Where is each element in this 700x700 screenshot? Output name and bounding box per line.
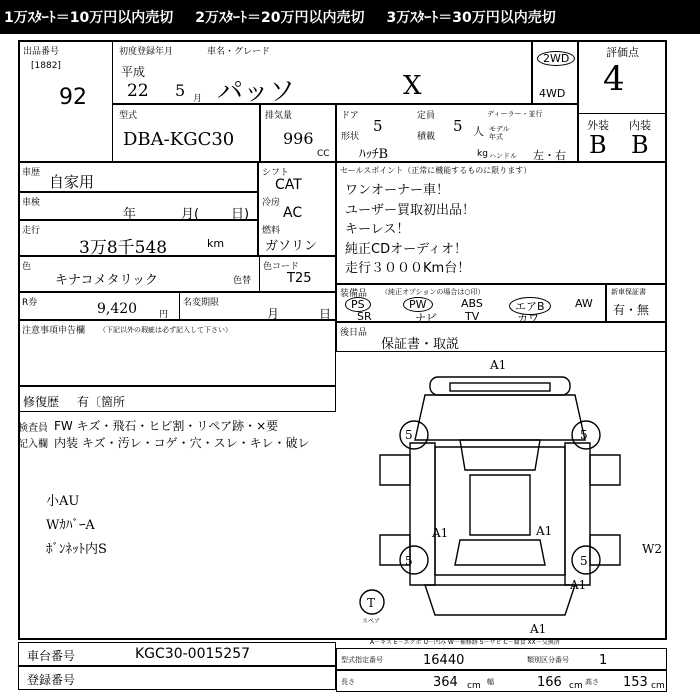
color-code-label: 色コード	[263, 262, 300, 272]
evaluation-score: 4	[603, 59, 625, 99]
recycle-value: 9,420	[97, 301, 138, 317]
handle-value: 左・右	[533, 149, 566, 162]
exterior-grade: B	[589, 131, 607, 159]
class-label: 類別区分番号	[527, 656, 569, 664]
sales-points-cell	[336, 162, 667, 284]
reg-month-unit: 月	[193, 94, 203, 104]
inspection-year: 年	[123, 207, 137, 222]
inspector-label-1: 検査員	[18, 423, 48, 434]
repair-label: 修復歴	[23, 395, 60, 409]
exterior-label: 外装	[587, 119, 609, 132]
type-approval-value: 16440	[423, 653, 465, 668]
color-cell	[18, 256, 336, 292]
color-code: T25	[287, 271, 312, 286]
equip-navi: ナビ	[415, 312, 437, 325]
mileage-cell	[18, 220, 258, 256]
equip-tv: TV	[465, 310, 480, 323]
inspector-row-1: FW キズ・飛石・ヒビ割・リペア跡・×要	[54, 419, 279, 433]
model-label: 型式	[119, 111, 138, 121]
width-unit: cm	[569, 681, 583, 691]
lot-cell	[18, 40, 113, 162]
inspection-month: 月(	[181, 207, 200, 222]
rear-notes-label: 後日品	[340, 328, 368, 338]
recycle-cell	[18, 292, 336, 320]
equip-pw: PW	[403, 297, 433, 312]
equip-abs: ABS	[461, 297, 483, 310]
color-value: キナコメタリック	[55, 273, 158, 288]
era: 平成	[121, 65, 146, 79]
model-year-label: モデル 年式	[489, 125, 510, 141]
equip-ps: PS	[345, 297, 371, 312]
repair-cell	[18, 386, 336, 412]
displacement-label: 排気量	[265, 111, 293, 121]
evaluation-label: 評価点	[606, 46, 639, 59]
doors-label: ドア	[341, 111, 359, 121]
chassis-cell	[18, 642, 336, 666]
inspection-day: 日)	[231, 207, 250, 222]
model-value: DBA-KGC30	[123, 129, 235, 150]
notes-label: 注意事項申告欄	[22, 326, 86, 336]
class-value: 1	[599, 653, 608, 668]
car-name-label: 車名・グレード	[207, 47, 271, 57]
warranty-value: 有・無	[613, 303, 650, 317]
history-value: 自家用	[49, 173, 95, 191]
shape-label: 形状	[341, 132, 360, 142]
notes-sub: （下記以外の瑕疵は必ず記入して下さい）	[99, 326, 232, 334]
notes-cell	[18, 320, 336, 386]
equipment-note: （純正オプションの場合は○印）	[381, 288, 485, 296]
mileage-label: 走行	[22, 226, 41, 236]
handwritten-notes	[46, 490, 107, 562]
banner-item-1: 1万ｽﾀｰﾄ＝10万円以内売切	[4, 10, 174, 26]
type-approval-cell	[336, 648, 667, 670]
height-value: 153	[623, 675, 648, 690]
spec-cell	[336, 104, 578, 162]
mark-5-rl: 5	[405, 554, 413, 568]
evaluation-cell	[578, 40, 667, 162]
handwritten-note: WｶﾊﾞｰA	[46, 518, 95, 533]
color-change-label: 色替	[233, 276, 252, 286]
mark-5-fr: 5	[580, 428, 588, 442]
shape-value: ﾊｯﾁB	[359, 147, 389, 162]
handle-label: ハンドル	[489, 152, 517, 160]
capacity-value: 5	[453, 117, 463, 135]
mileage-value: 3万8千548	[79, 238, 168, 258]
model-cell	[112, 104, 260, 162]
history-label: 車歴	[22, 168, 41, 178]
sales-point: ワンオーナー車！	[345, 183, 450, 198]
recycle-label: R券	[22, 298, 38, 308]
cooler-value: AC	[283, 205, 303, 221]
chassis-label: 車台番号	[27, 649, 76, 663]
lot-code: [1882]	[31, 61, 61, 71]
displacement-value: 996	[283, 129, 314, 148]
length-value: 364	[433, 675, 458, 690]
car-grade: X	[403, 71, 422, 101]
shift-value: CAT	[275, 177, 302, 193]
lot-label: 出品番号	[23, 47, 60, 57]
doors-value: 5	[373, 117, 383, 135]
mark-a1-bottom: A1	[530, 622, 547, 635]
displacement-cell	[260, 104, 336, 162]
capacity-unit: 人	[473, 125, 484, 138]
mark-t: T	[367, 596, 376, 610]
shift-label: シフト	[262, 168, 290, 178]
drive-2wd: 2WD	[537, 51, 575, 66]
height-label: 高さ	[585, 678, 599, 686]
dimensions-cell	[336, 670, 667, 692]
history-cell	[18, 162, 258, 192]
cooler-label: 冷房	[262, 198, 281, 208]
lot-number: 92	[59, 85, 87, 110]
equipment-cell	[336, 284, 606, 325]
interior-label: 内装	[629, 119, 651, 132]
equip-airbag: エアB	[509, 297, 551, 315]
first-reg-label: 初度登録年月	[119, 47, 174, 57]
handwritten-note: 小AU	[46, 494, 80, 509]
equip-leather: カワ	[517, 312, 539, 325]
sales-point: キーレス！	[345, 222, 410, 237]
inspector-label-2: 記入欄	[18, 439, 48, 450]
sales-points-list	[345, 181, 475, 279]
first-reg-cell	[112, 40, 532, 107]
mileage-unit: km	[207, 237, 225, 250]
car-name: パッソ	[217, 77, 296, 107]
rear-notes-value: 保証書・取説	[381, 337, 460, 352]
warranty-cell	[606, 284, 667, 322]
name-change-month: 月	[267, 307, 280, 321]
registration-label: 登録番号	[27, 673, 76, 687]
spare-label: スペア	[362, 618, 381, 625]
fuel-label: 燃料	[262, 226, 281, 236]
color-label: 色	[22, 262, 32, 272]
chassis-value: KGC30-0015257	[135, 646, 251, 662]
recycle-unit: 円	[159, 310, 169, 320]
dealer-label: ディーラー・並行	[487, 110, 543, 118]
interior-grade: B	[631, 131, 649, 159]
mark-a1-top: A1	[490, 358, 507, 372]
load-label: 積載	[417, 132, 436, 142]
fuel-value: ガソリン	[265, 239, 318, 254]
shift-cell	[258, 162, 336, 256]
registration-cell	[18, 666, 336, 690]
inspection-cell	[18, 192, 258, 220]
banner-item-3: 3万ｽﾀｰﾄ＝30万円以内売切	[386, 10, 556, 26]
width-value: 166	[537, 675, 562, 690]
inspection-label: 車検	[22, 198, 41, 208]
height-unit: cm	[651, 681, 665, 691]
rear-notes-cell	[336, 322, 667, 352]
width-label: 幅	[487, 678, 494, 686]
drive-4wd: 4WD	[539, 87, 566, 100]
drive-cell	[532, 40, 578, 104]
mark-a1-right: A1	[536, 524, 553, 538]
repair-value: 有〔箇所	[77, 395, 126, 409]
inspector-row-2: 内装 キズ・汚レ・コゲ・穴・スレ・キレ・破レ	[54, 436, 310, 450]
sales-point: ユーザー買取初出品！	[345, 202, 476, 218]
reg-year: 22	[127, 81, 149, 101]
sales-point: 純正CDオーディオ！	[345, 241, 468, 257]
sales-point: 走行３０００Km台！	[345, 261, 471, 276]
mark-5-fl: 5	[405, 428, 413, 442]
type-approval-label: 型式指定番号	[341, 656, 383, 664]
banner-item-2: 2万ｽﾀｰﾄ＝20万円以内売切	[195, 10, 365, 26]
mark-a1-rear-right: A1	[570, 578, 587, 592]
warranty-label: 新車保証書	[611, 288, 646, 296]
mark-a1-left: A1	[432, 526, 449, 540]
sales-points-label: セールスポイント（正常に機能するものに限ります）	[340, 166, 532, 175]
length-label: 長さ	[341, 678, 355, 686]
load-unit: kg	[477, 149, 488, 159]
header-banner	[0, 0, 700, 34]
equipment-label: 装備品	[340, 289, 368, 299]
mark-w2: W2	[642, 542, 662, 556]
capacity-label: 定員	[417, 111, 436, 121]
name-change-day: 日	[319, 307, 332, 321]
legend: A－キズ E－エクボ U－凹み W－補修跡 S－サビ C－腐食 XX－交換済	[370, 639, 560, 646]
length-unit: cm	[467, 681, 481, 691]
name-change-label: 名変期限	[183, 298, 220, 308]
reg-month: 5	[175, 81, 186, 100]
car-damage-diagram	[340, 355, 667, 635]
equip-aw: AW	[575, 297, 593, 310]
handwritten-note: ﾎﾞﾝﾈｯﾄ内S	[46, 542, 107, 557]
equip-sr: SR	[357, 310, 372, 323]
displacement-unit: CC	[317, 149, 330, 159]
mark-5-rr: 5	[580, 554, 588, 568]
